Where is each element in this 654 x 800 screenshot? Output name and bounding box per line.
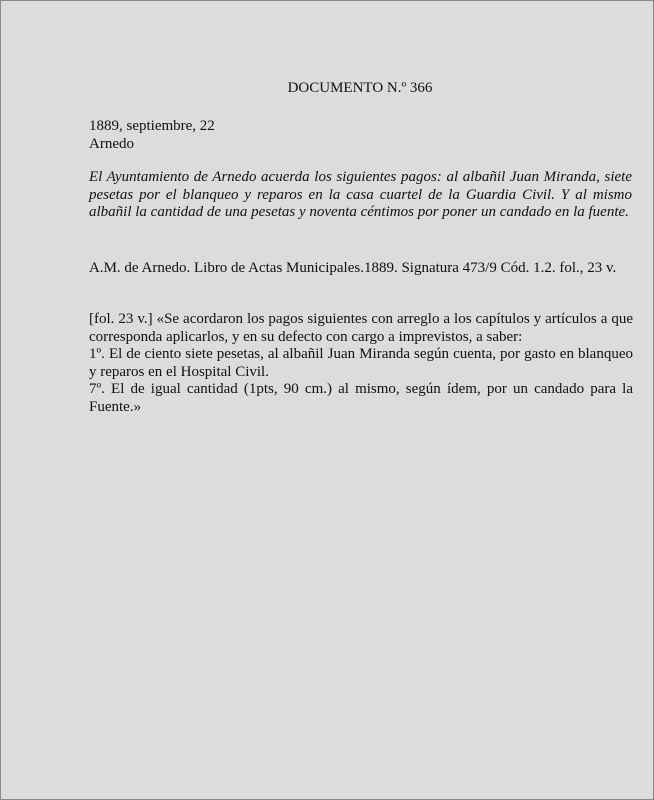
transcription-intro: [fol. 23 v.] «Se acordaron los pagos siguientes con arreglo a los capítulos y artículos a que corresponda aplicarlos, y en su defecto con cargo a imprevistos, a saber: xyxy=(89,311,633,345)
document-summary: El Ayuntamiento de Arnedo acuerda los siguientes pagos: al albañil Juan Miranda, siete pesetas por el blanqueo y reparos en la casa cuartel de la Guardia Civil. Y al mismo albañil la cantidad de una pesetas y noventa céntimos por poner un candado en la fuente. xyxy=(89,169,632,220)
archival-source: A.M. de Arnedo. Libro de Actas Municipales.1889. Signatura 473/9 Cód. 1.2. fol., 23 v. xyxy=(89,260,617,276)
transcription-item-7: 7º. El de igual cantidad (1pts, 90 cm.) al mismo, según ídem, por un candado para la Fuente.» xyxy=(89,381,633,415)
document-place: Arnedo xyxy=(89,135,134,152)
transcription xyxy=(89,311,633,416)
document-date: 1889, septiembre, 22 xyxy=(89,118,215,134)
transcription-item-1: 1º. El de ciento siete pesetas, al albañil Juan Miranda según cuenta, por gasto en blanqueo y reparos en el Hospital Civil. xyxy=(89,346,633,380)
date-place-block xyxy=(89,118,215,153)
document-title: DOCUMENTO N.º 366 xyxy=(287,80,433,96)
